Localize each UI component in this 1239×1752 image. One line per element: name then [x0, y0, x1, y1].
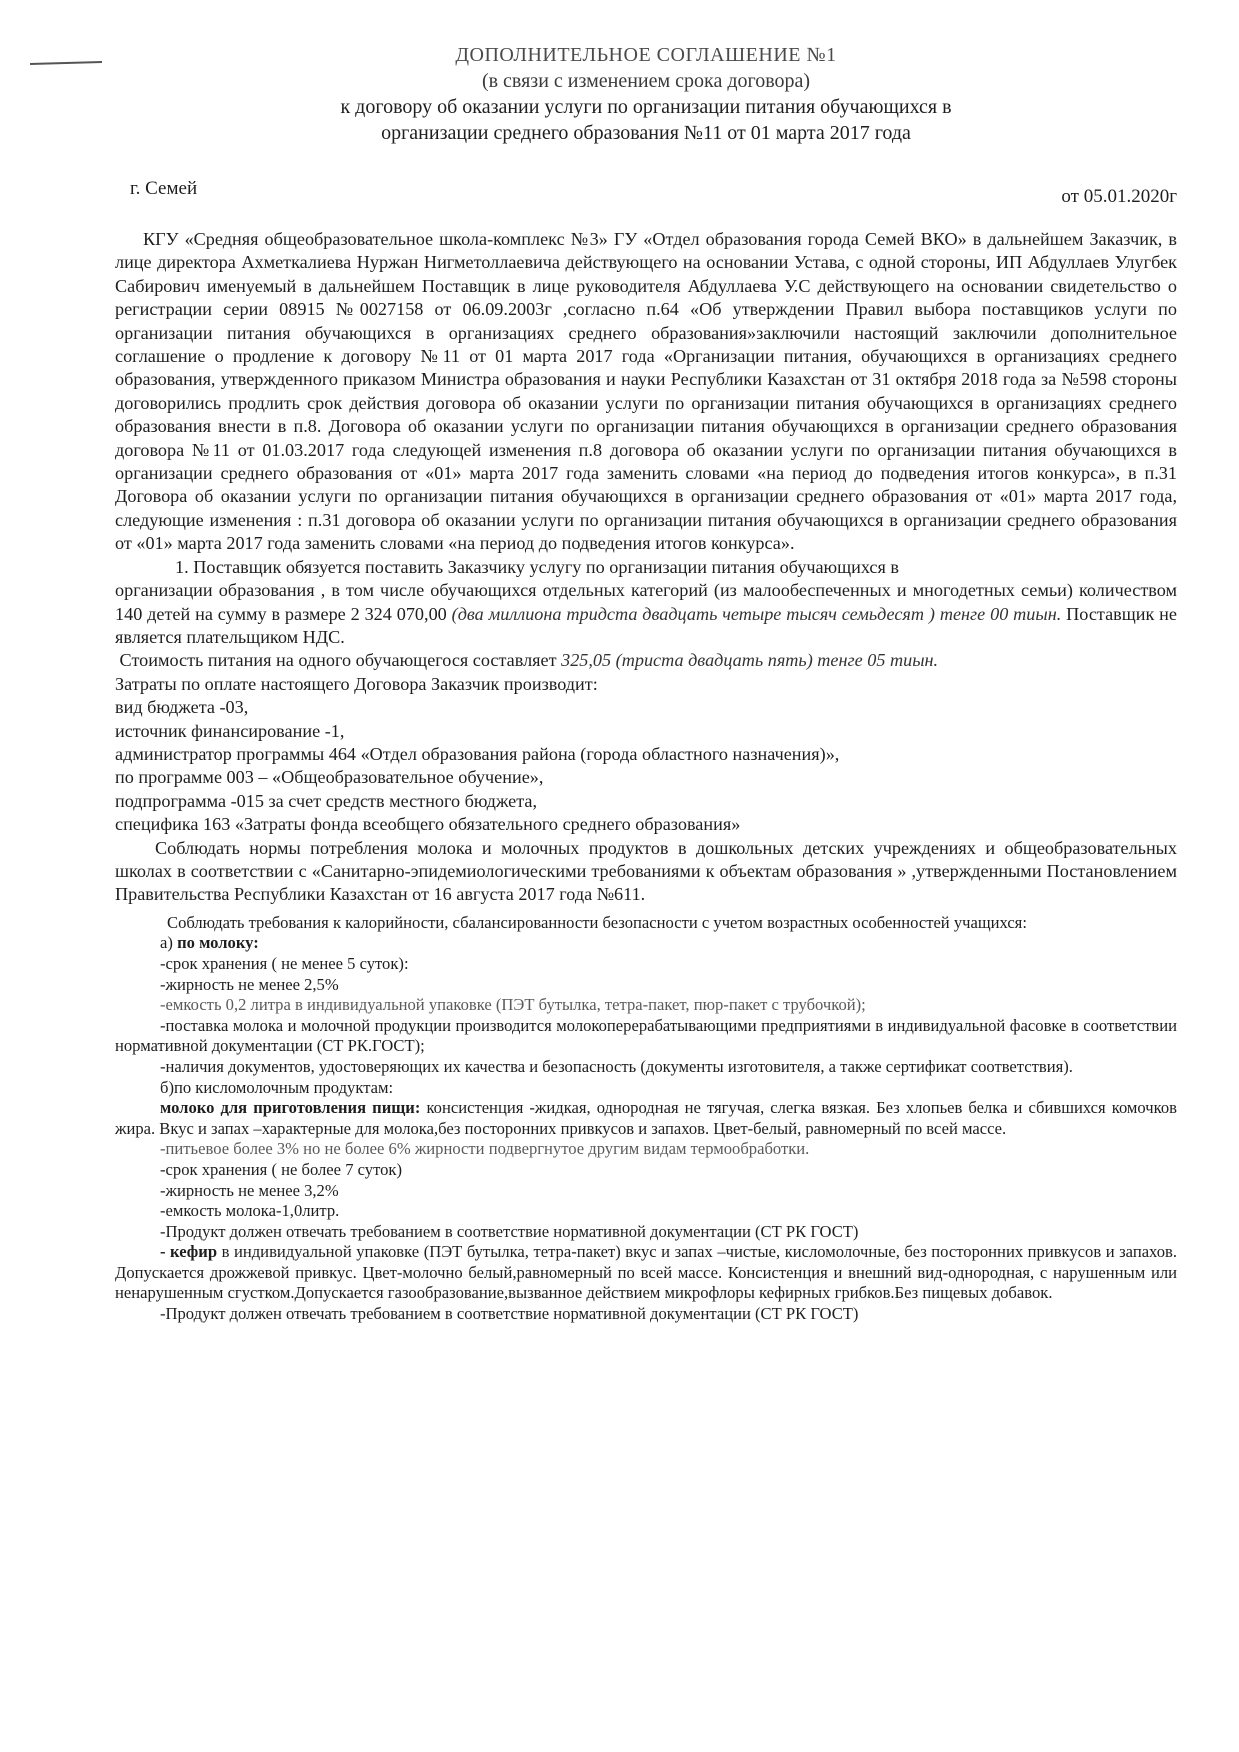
amount-in-words: (два миллиона тридста двадцать четыре тысяч семьдесят ) тенге 00 тиын. [451, 603, 1062, 624]
document-title: ДОПОЛНИТЕЛЬНОЕ СОГЛАШЕНИЕ №1 [455, 44, 837, 66]
milk-line: -емкость 0,2 литра в индивидуальной упаковке (ПЭТ бутылка, тетра-пакет, пюр-пакет с трубочкой); [160, 995, 866, 1015]
document-title-line3: к договору об оказании услуги по организации питания обучающихся в [340, 96, 952, 118]
intro-paragraph: КГУ «Средняя общеобразовательное школа-комплекс №3» ГУ «Отдел образования города Семей ВКО» в дальнейшем Заказчик, в лице директора Ахметкалиева Нуржан Нигметоллаевича действующего на основании Устава, с одной стороны, ИП Абдуллаев Улугбек Сабирович именуемый в дальнейшем Поставщик в лице руководителя Абдуллаева У.С действующего на основании свидетельство о регистрации серии 08915 №0027158 от 06.09.2003г ,согласно п.64 «Об утверждении Правил выбора поставщиков услуги по организации питания обучающихся в организациях среднего образования»заключили настоящий заключили дополнительное соглашение о продление к договору №11 от 01 марта 2017 года «Организации питания, обучающихся в организациях среднего образования, утвержденного приказом Министра образования и науки Республики Казахстан от 31 октября 2018 года за №598 стороны договорились продлить срок действия договора об оказании услуги по организации питания обучающихся в организациях среднего образования внести в п.8. Договора об оказании услуги по организации питания обучающихся в организации среднего образования договора №11 от 01.03.2017 года следующей изменения п.8 договора об оказании услуги по организации питания обучающихся в организации среднего образования от «01» марта 2017 года заменить словами «на период до подведения итогов конкурса», в п.31 Договора об оказании услуги по организации питания обучающихся в организации среднего образования от «01» марта 2017 года, следующие изменения : п.31 договора об оказании услуги по организации питания обучающихся в организации среднего образования от «01» марта 2017 года заменить словами «на период до подведения итогов конкурса». [115, 229, 1177, 554]
calorie-paragraph: Соблюдать требования к калорийности, сбалансированности безопасности с учетом возрастных особенностей учащихся: [167, 912, 1027, 932]
norms-paragraph: Соблюдать нормы потребления молока и молочных продуктов в дошкольных детских учреждениях и общеобразовательных школах в соответствии с «Санитарно-эпидемиологическими требованиями к объектам образования » ,утвержденными Постановлением Правительства Республики Казахстан от 16 августа 2017 года №611. [115, 837, 1177, 905]
budget-line: по программе 003 – «Общеобразовательное обучение», [115, 767, 544, 788]
milk-line: -жирность не менее 2,5% [160, 974, 339, 994]
document-subtitle: (в связи с изменением срока договора) [481, 70, 811, 92]
budget-line: источник финансирование -1, [115, 720, 345, 741]
document-title-line4: организации среднего образования №11 от 01 марта 2017 года [381, 122, 911, 144]
cost-value: 325,05 (триста двадцать пять) тенге 05 тиын. [561, 650, 939, 671]
vat-note: Поставщик не является плательщиком НДС. [115, 603, 1177, 647]
sour-milk-line: -жирность не менее 3,2% [160, 1180, 339, 1200]
cost-line: Стоимость питания на одного обучающегося составляет 325,05 (триста двадцать пять) тенге 05 тиын. [119, 650, 939, 671]
milk-delivery: -поставка молока и молочной продукции производится молокоперерабатывающими предприятиями в индивидуальной фасовке в соответствии нормативной документации (СТ РК.ГОСТ); [115, 1015, 1177, 1056]
document-page [115, 42, 1177, 1325]
city: г. Семей [130, 178, 198, 199]
final-requirement-line: -Продукт должен отвечать требованием в соответствие нормативной документации (СТ РК ГОСТ) [160, 1304, 859, 1324]
item-1-paragraph: организации образования , в том числе обучающихся отдельных категорий (из малообеспеченных и многодетных семьи) количеством 140 детей на сумму в размере 2 324 070,00 (два миллиона тридста двадцать четыре тысяч семьдесят ) тенге 00 тиын. Поставщик не является плательщиком НДС. [115, 580, 1177, 647]
milk-heading: а) по молоку: [160, 933, 259, 953]
item-1-first-line: 1. Поставщик обязуется поставить Заказчику услугу по организации питания обучающихся в [175, 556, 900, 577]
place-date-row [115, 178, 1177, 218]
sour-milk-line: -емкость молока-1,0литр. [160, 1201, 340, 1221]
requirements-section [115, 913, 1177, 1325]
sour-milk-line: -Продукт должен отвечать требованием в соответствие нормативной документации (СТ РК ГОСТ) [160, 1221, 859, 1241]
budget-line: подпрограмма -015 за счет средств местного бюджета, [115, 790, 538, 811]
scan-artifact-line [30, 61, 102, 65]
budget-line: вид бюджета -03, [115, 697, 249, 718]
sour-milk-line: -питьевое более 3% но не более 6% жирности подвергнутое другим видам термообработки. [160, 1139, 810, 1159]
kefir-paragraph: - кефир в индивидуальной упаковке (ПЭТ бутылка, тетра-пакет) вкус и запах –чистые, кисломолочные, без посторонних привкусов и запахов. Допускается дрожжевой привкус. Цвет-молочно белый,равномерный по всей массе. Консистенция и внешний вид-однородная, с нарушенным или ненарушенным сгустком.Допускается газообразование,вызванное действием микрофлоры кефирных грибков.Без пищевых добавок. [115, 1242, 1178, 1303]
document-date: от 05.01.2020г [1061, 186, 1177, 207]
budget-line: администратор программы 464 «Отдел образования района (города областного назначения)», [115, 743, 840, 764]
sour-milk-heading: б)по кисломолочным продуктам: [160, 1077, 394, 1097]
milk-documents: -наличия документов, удостоверяющих их качества и безопасность (документы изготовителя, а также сертификат соответствия). [160, 1056, 1073, 1076]
sour-milk-line: -срок хранения ( не более 7 суток) [160, 1159, 402, 1179]
budget-intro: Затраты по оплате настоящего Договора Заказчик производит: [115, 673, 598, 694]
document-header [115, 42, 1177, 146]
budget-line: специфика 163 «Затраты фонда всеобщего обязательного среднего образования» [115, 814, 741, 835]
milk-line: -срок хранения ( не менее 5 суток): [160, 953, 409, 973]
cooking-milk-paragraph: молоко для приготовления пищи: консистенция -жидкая, однородная не тягучая, слегка вязкая. Без хлопьев белка и сбившихся комочков жира. Вкус и запах –характерные для молока,без посторонних привкусов и запахов. Цвет-белый, равномерный по всей массе. [115, 1098, 1177, 1138]
